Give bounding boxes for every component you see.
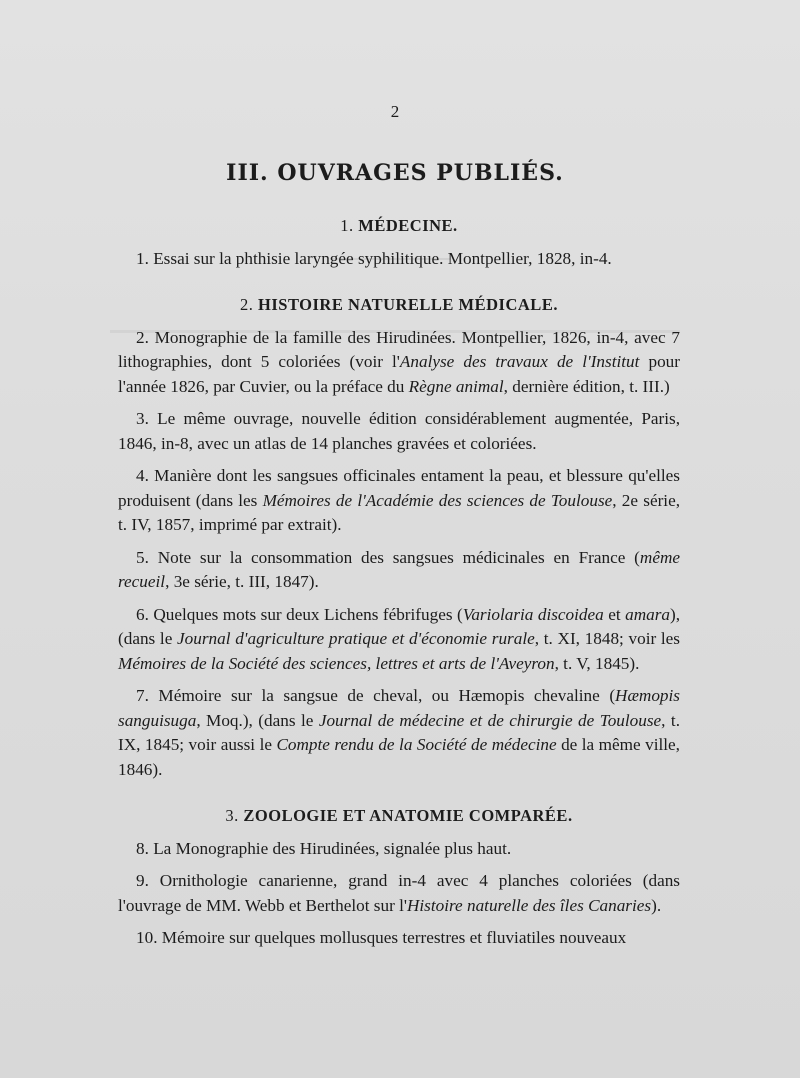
entry-text: 3. Le même ouvrage, nouvelle édition considérablement augmentée, Paris, 1846, in-8, avec un atlas de 14 planches gravées et coloriées.	[118, 409, 680, 453]
section-heading	[118, 214, 680, 239]
entry-text: , 3e série, t. III, 1847).	[165, 572, 319, 591]
document-body	[118, 214, 680, 951]
italic-title: Mémoires de la Société des sciences, lettres et arts de l'Aveyron	[118, 653, 555, 673]
italic-title: Analyse des travaux de l'Institut	[399, 352, 640, 371]
bibliography-entry	[118, 869, 680, 918]
entry-text: 4. Manière dont les sangsues officinales entament la peau, et blessure qu'elles produisent (dans les	[118, 466, 680, 510]
entry-text: 2. Monographie de la famille des Hirudinées. Montpellier, 1826, in-4, avec 7 lithographies, dont 5 coloriées (voir l'	[118, 327, 680, 371]
entry-text: , dernière édition, t. III.)	[503, 376, 670, 396]
entry-spacer	[118, 676, 680, 684]
bibliography-entry	[118, 464, 680, 538]
bibliography-entry	[118, 603, 680, 677]
entry-text: , Moq.), (dans le	[196, 710, 319, 730]
section-spacer	[118, 271, 680, 293]
italic-title: Hæmopis sanguisuga	[118, 686, 680, 730]
entry-spacer	[118, 456, 680, 464]
italic-title: Histoire naturelle des îles Canaries	[406, 895, 652, 915]
section-label: MÉDECINE.	[358, 216, 458, 235]
entry-text: 9. Ornithologie canarienne, grand in-4 avec 4 planches coloriées (dans l'ouvrage de MM. Webb et Berthelot sur l'	[118, 871, 680, 915]
section-number: 2.	[240, 295, 259, 314]
section-spacer	[118, 782, 680, 804]
entry-text: , t. V, 1845).	[554, 653, 640, 673]
entry-text: , t. IX, 1845; voir aussi le	[118, 710, 680, 754]
section-number: 1.	[340, 216, 359, 235]
entry-spacer	[118, 399, 680, 407]
bibliography-entry	[118, 407, 680, 456]
italic-title: Journal d'agriculture pratique et d'économie rurale	[177, 629, 535, 648]
heading-spacer	[118, 829, 680, 837]
bibliography-entry	[118, 546, 680, 595]
italic-title: Journal de médecine et de chirurgie de Toulouse	[318, 710, 662, 730]
entry-text: , t. XI, 1848; voir les	[534, 629, 680, 648]
heading-spacer	[118, 239, 680, 247]
bibliography-entry	[118, 326, 680, 400]
bibliography-entry	[118, 684, 680, 782]
entry-text: ), (dans le	[118, 604, 681, 648]
bibliography-entry	[118, 837, 680, 862]
entry-text: de la même ville, 1846).	[118, 735, 680, 779]
heading-spacer	[118, 318, 680, 326]
italic-title: Variolaria discoidea	[462, 604, 604, 624]
italic-title: Mémoires de l'Académie des sciences de Toulouse	[262, 490, 613, 510]
entry-text: 7. Mémoire sur la sangsue de cheval, ou Hæmopis chevaline (	[136, 686, 616, 705]
bibliography-entry	[118, 247, 680, 272]
italic-title: même recueil	[118, 547, 680, 591]
entry-spacer	[118, 861, 680, 869]
bibliography-entry	[118, 926, 680, 951]
entry-text: 10. Mémoire sur quelques mollusques terrestres et fluviatiles nouveaux	[136, 928, 627, 947]
italic-title: amara	[625, 604, 670, 624]
italic-title: Compte rendu de la Société de médecine	[276, 735, 557, 754]
entry-text: 1. Essai sur la phthisie laryngée syphilitique. Montpellier, 1828, in-4.	[136, 248, 612, 268]
entry-text: 5. Note sur la consommation des sangsues médicinales en France (	[136, 547, 640, 567]
entry-spacer	[118, 918, 680, 926]
entry-spacer	[118, 538, 680, 546]
entry-text: pour l'année 1826, par Cuvier, ou la préface du	[118, 352, 680, 396]
entry-spacer	[118, 595, 680, 603]
entry-text: 6. Quelques mots sur deux Lichens fébrifuges (	[136, 604, 463, 624]
section-heading	[118, 293, 680, 318]
italic-title: Règne animal	[408, 376, 504, 396]
page-title: III. OUVRAGES PUBLIÉS.	[226, 160, 564, 186]
entry-text: ).	[651, 895, 662, 915]
section-number: 3.	[225, 806, 244, 825]
section-heading	[118, 804, 680, 829]
page-number: 2	[390, 102, 400, 121]
section-label: ZOOLOGIE ET ANATOMIE COMPARÉE.	[243, 806, 573, 825]
entry-text: et	[603, 604, 626, 624]
entry-text: , 2e série, t. IV, 1857, imprimé par extrait).	[118, 490, 680, 534]
entry-text: 8. La Monographie des Hirudinées, signalée plus haut.	[136, 838, 512, 858]
section-label: HISTOIRE NATURELLE MÉDICALE.	[258, 295, 558, 314]
